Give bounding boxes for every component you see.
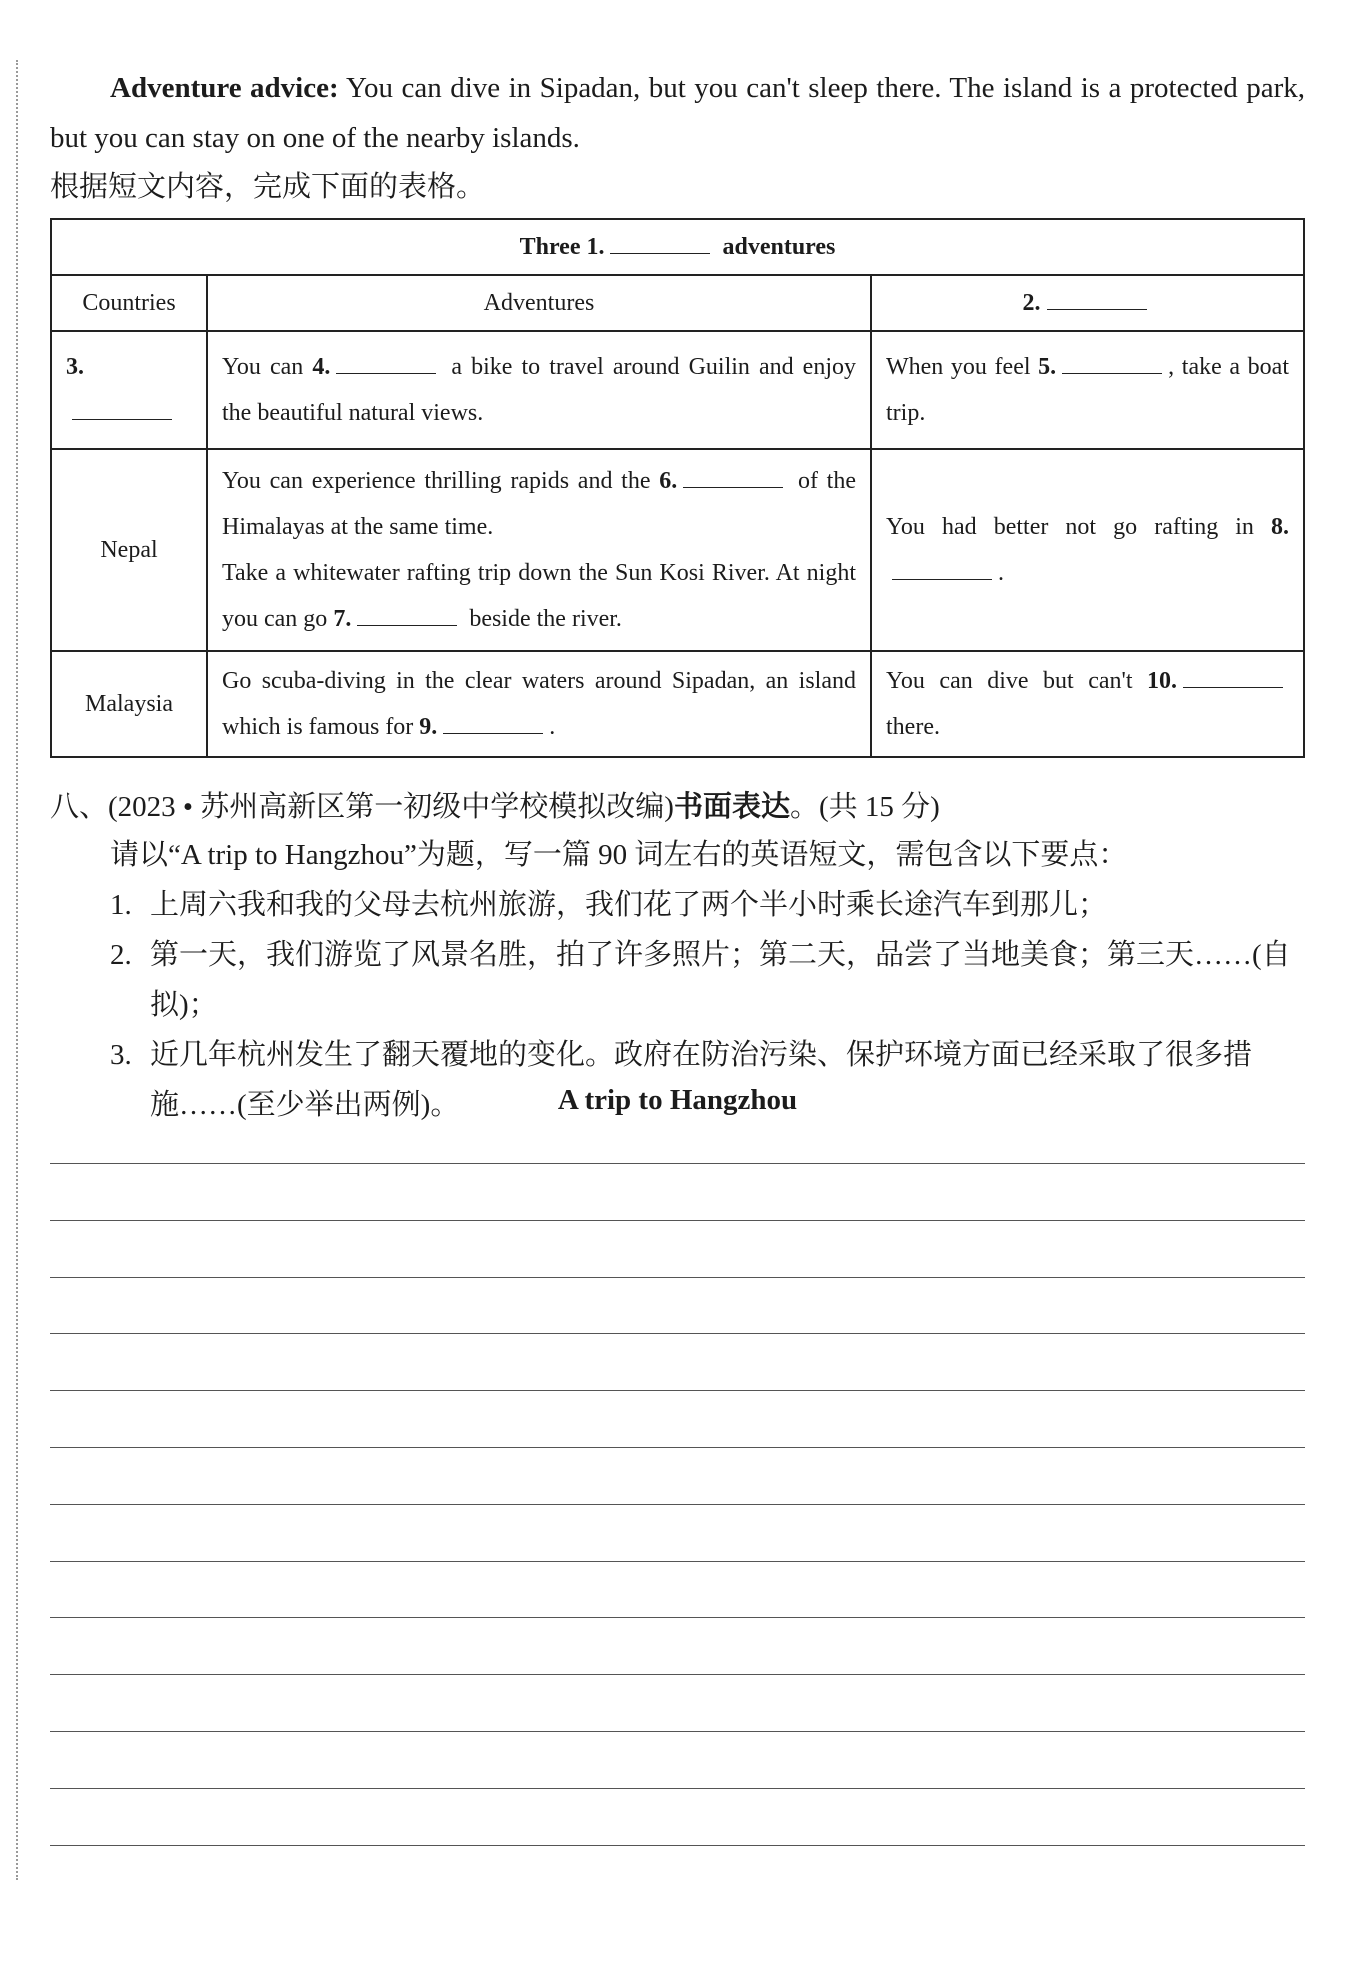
blank-7[interactable] xyxy=(357,603,457,626)
country-malaysia: Malaysia xyxy=(51,651,207,757)
adventure-advice-paragraph xyxy=(50,63,1305,163)
table-row-china xyxy=(51,331,1304,449)
writing-line[interactable] xyxy=(50,1333,1305,1334)
essay-title: A trip to Hangzhou xyxy=(557,1084,798,1116)
advice-label: Adventure advice: xyxy=(110,72,339,104)
blank-3[interactable] xyxy=(72,397,172,420)
writing-requirement: 请以“A trip to Hangzhou”为题，写一篇 90 词左右的英语短文，需包含以下要点： xyxy=(110,839,1128,871)
table-instruction: 根据短文内容，完成下面的表格。 xyxy=(50,171,486,203)
writing-point-3: 3. 近几年杭州发生了翻天覆地的变化。政府在防治污染、保护环境方面已经采取了很多措施……(至少举出两例)。 xyxy=(110,1039,1253,1121)
writing-line[interactable] xyxy=(50,1390,1305,1391)
blank-8[interactable] xyxy=(892,557,992,580)
adventure-cell-nepal: You can experience thrilling rapids and the 6. of the Himalayas at the same time. Take a whitewater rafting trip down the Sun Kosi River. At night you can go 7. beside the river. xyxy=(207,449,871,651)
writing-point-1: 1. 上周六我和我的父母去杭州旅游，我们花了两个半小时乘长途汽车到那儿； xyxy=(110,889,1108,921)
writing-line[interactable] xyxy=(50,1845,1305,1846)
tip-cell-row1: When you feel 5. , take a boat trip. xyxy=(871,331,1304,449)
writing-line[interactable] xyxy=(50,1447,1305,1448)
writing-line[interactable] xyxy=(50,1674,1305,1675)
table-row-nepal xyxy=(51,449,1304,651)
writing-line[interactable] xyxy=(50,1277,1305,1278)
writing-line[interactable] xyxy=(50,1504,1305,1505)
blank-5[interactable] xyxy=(1062,351,1162,374)
table-row-malaysia xyxy=(51,651,1304,757)
blank-2[interactable] xyxy=(1047,287,1147,310)
tip-cell-nepal: You had better not go rafting in 8.. xyxy=(871,449,1304,651)
blank-4[interactable] xyxy=(336,351,436,374)
adventure-table xyxy=(50,218,1305,758)
adventure-cell-guilin: You can 4. a bike to travel around Guilin and enjoy the beautiful natural views. xyxy=(207,331,871,449)
tip-cell-malaysia: You can dive but can't 10. there. xyxy=(871,651,1304,757)
adventure-cell-malaysia: Go scuba-diving in the clear waters around Sipadan, an island which is famous for 9. . xyxy=(207,651,871,757)
writing-line[interactable] xyxy=(50,1163,1305,1164)
blank-1-number: 1. xyxy=(586,234,605,260)
blank-9[interactable] xyxy=(443,711,543,734)
binding-margin-dotted-line xyxy=(16,60,18,1880)
blank-6[interactable] xyxy=(683,465,783,488)
advice-text: You can dive in Sipadan, but you can't sleep there. The island is a protected park, but you can stay on one of the nearby islands. xyxy=(50,72,1305,154)
blank-1[interactable] xyxy=(610,231,710,254)
writing-line[interactable] xyxy=(50,1617,1305,1618)
table-title-cell: Three 1. adventures xyxy=(51,219,1304,275)
country-nepal: Nepal xyxy=(51,449,207,651)
writing-line[interactable] xyxy=(50,1731,1305,1732)
header-blank-2: 2. xyxy=(871,275,1304,331)
header-adventures: Adventures xyxy=(207,275,871,331)
table-header-row xyxy=(51,275,1304,331)
blank-10[interactable] xyxy=(1183,665,1283,688)
country-cell-blank-3: 3. xyxy=(51,331,207,449)
table-title-row xyxy=(51,219,1304,275)
writing-line[interactable] xyxy=(50,1561,1305,1562)
header-countries: Countries xyxy=(51,275,207,331)
writing-line[interactable] xyxy=(50,1220,1305,1221)
writing-point-2: 2. 第一天，我们游览了风景名胜，拍了许多照片；第二天，品尝了当地美食；第三天……(自拟)； xyxy=(110,939,1291,1021)
writing-line[interactable] xyxy=(50,1788,1305,1789)
section-8-heading: 八、(2023 • 苏州高新区第一初级中学校模拟改编)书面表达。(共 15 分) xyxy=(50,791,940,823)
